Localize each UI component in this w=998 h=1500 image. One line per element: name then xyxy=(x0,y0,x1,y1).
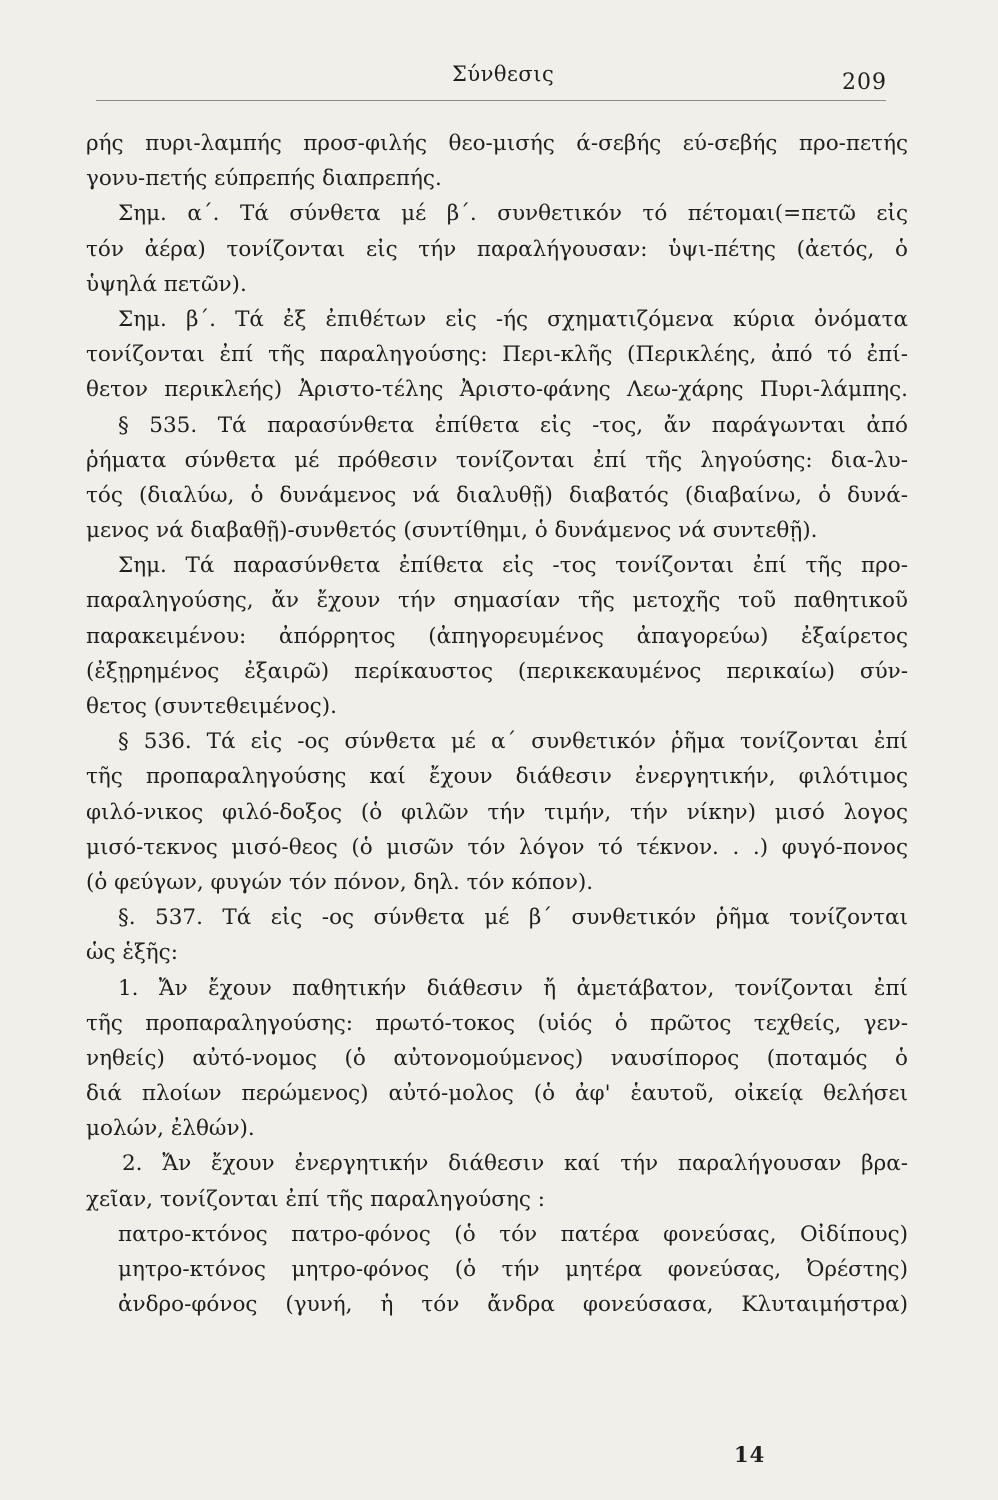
text-line: (ἐξῃρημένος ἐξαιρῶ) περίκαυστος (περικεκαυμένος περικαίω) σύν- xyxy=(86,658,908,684)
text-line: μενος νά διαβαθῇ)-συνθετός (συντίθημι, ὁ δυνάμενος νά συντεθῇ). xyxy=(86,518,818,544)
text-line: ῥήματα σύνθετα μέ πρόθεσιν τονίζονται ἐπί τῆς ληγούσης: δια-λυ- xyxy=(86,447,908,473)
text-line: τός (διαλύω, ὁ δυνάμενος νά διαλυθῇ) διαβατός (διαβαίνω, ὁ δυνά- xyxy=(86,482,908,508)
text-line: διά πλοίων περώμενος) αὐτό-μολος (ὁ ἀφ' ἑαυτοῦ, οἰκείᾳ θελήσει xyxy=(86,1081,908,1107)
text-line: Σημ. β΄. Τά ἐξ ἐπιθέτων εἰς -ής σχηματιζόμενα κύρια ὀνόματα xyxy=(118,306,908,332)
text-line: Σημ. Τά παρασύνθετα ἐπίθετα εἰς -τος τονίζονται ἐπί τῆς προ- xyxy=(118,553,908,579)
printer-signature-mark: 14 xyxy=(734,1442,766,1467)
text-line: νηθείς) αὐτό-νομος (ὁ αὐτονομούμενος) ναυσίπορος (ποταμός ὁ xyxy=(86,1045,908,1071)
text-line: §. 537. Τά εἰς -ος σύνθετα μέ β΄ συνθετικόν ῥῆμα τονίζονται xyxy=(118,905,908,931)
text-line: μολών, ἐλθών). xyxy=(86,1116,255,1142)
text-line: Σημ. α΄. Τά σύνθετα μέ β΄. συνθετικόν τό πέτομαι(=πετῶ εἰς xyxy=(118,201,908,227)
text-line: ὡς ἑξῆς: xyxy=(86,940,178,966)
text-line: τῆς προπαραληγούσης καί ἔχουν διάθεσιν ἐνεργητικήν, φιλότιμος xyxy=(86,764,908,790)
body-text xyxy=(86,126,908,1322)
text-line: ρής πυρι-λαμπής προσ-φιλής θεο-μισής ά-σεβής εύ-σεβής προ-πετής xyxy=(86,131,908,156)
page-number: 209 xyxy=(842,70,887,95)
text-line: (ὁ φεύγων, φυγών τόν πόνον, δηλ. τόν κόπον). xyxy=(86,869,594,895)
text-line: παραληγούσης, ἄν ἔχουν τήν σημασίαν τῆς μετοχῆς τοῦ παθητικοῦ xyxy=(86,588,908,614)
text-line: μητρο-κτόνος μητρο-φόνος (ὁ τήν μητέρα φονεύσας, Ὀρέστης) xyxy=(118,1257,908,1282)
text-line: ἀνδρο-φόνος (γυνή, ἡ τόν ἄνδρα φονεύσασα, Κλυταιμήστρα) xyxy=(118,1292,908,1318)
text-line: παρακειμένου: ἀπόρρητος (ἀπηγορευμένος ἀπαγορεύω) ἐξαίρετος xyxy=(86,623,908,649)
text-line: § 535. Τά παρασύνθετα ἐπίθετα εἰς -τος, ἄν παράγωνται ἀπό xyxy=(118,412,908,438)
text-line: ὑψηλά πετῶν). xyxy=(86,271,247,297)
text-line: φιλό-νικος φιλό-δοξος (ὁ φιλῶν τήν τιμήν, τήν νίκην) μισό λογος xyxy=(86,799,908,825)
text-line: χεῖαν, τονίζονται ἐπί τῆς παραληγούσης : xyxy=(86,1186,545,1212)
text-line: πατρο-κτόνος πατρο-φόνος (ὁ τόν πατέρα φονεύσας, Οἰδίπους) xyxy=(118,1221,908,1247)
header-rule xyxy=(96,100,886,101)
text-line: τονίζονται ἐπί τῆς παραληγούσης: Περι-κλῆς (Περικλέης, ἀπό τό ἐπί- xyxy=(86,342,908,368)
text-line: τόν ἀέρα) τονίζονται εἰς τήν παραλήγουσαν: ὑψι-πέτης (ἀετός, ὁ xyxy=(86,236,908,262)
text-line: 2. Ἄν ἔχουν ἐνεργητικήν διάθεσιν καί τήν παραλήγουσαν βρα- xyxy=(122,1151,908,1177)
text-line: θετον περικλεής) Ἀριστο-τέλης Ἀριστο-φάνης Λεω-χάρης Πυρι-λάμπης. xyxy=(86,377,908,403)
text-line: 1. Ἄν ἔχουν παθητικήν διάθεσιν ἤ ἀμετάβατον, τονίζονται ἐπί xyxy=(118,975,908,1001)
text-line: τῆς προπαραληγούσης: πρωτό-τοκος (υἱός ὁ πρῶτος τεχθείς, γεν- xyxy=(86,1010,908,1036)
text-line: § 536. Τά εἰς -ος σύνθετα μέ α΄ συνθετικόν ῥῆμα τονίζονται ἐπί xyxy=(118,729,908,755)
running-title: Σύνθεσις xyxy=(452,62,555,86)
text-line: γονυ-πετής εύπρεπής διαπρεπής. xyxy=(86,166,442,192)
text-line: θετος (συντεθειμένος). xyxy=(86,694,337,719)
text-line: μισό-τεκνος μισό-θεος (ὁ μισῶν τόν λόγον τό τέκνον. . .) φυγό-πονος xyxy=(86,834,908,860)
running-head xyxy=(0,62,998,102)
